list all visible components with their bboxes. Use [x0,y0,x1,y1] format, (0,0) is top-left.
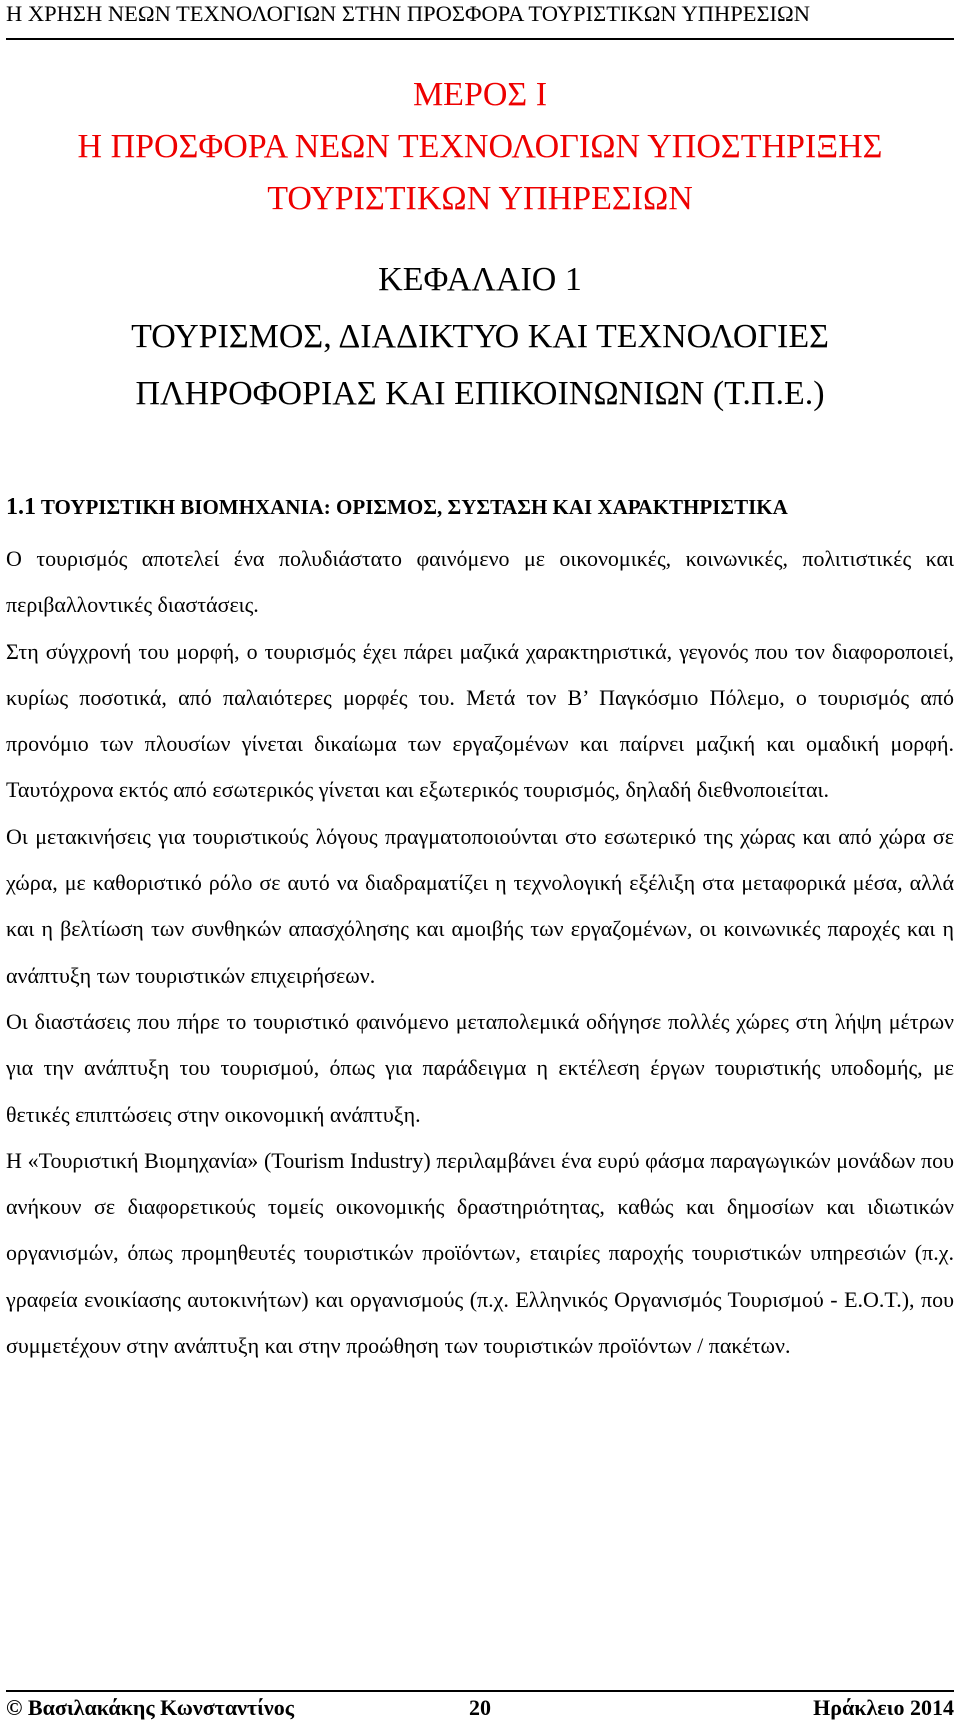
section-number: 1.1 [6,494,36,520]
paragraph: Ο τουρισμός αποτελεί ένα πολυδιάστατο φαινόμενο με οικονομικές, κοινωνικές, πολιτιστικές και περιβαλλοντικές διαστάσεις. [6,546,954,618]
paragraph: Η «Τουριστική Βιομηχανία» (Tourism Industry) περιλαμβάνει ένα ευρύ φάσμα παραγωγικών μονάδων που ανήκουν σε διαφορετικούς τομείς οικονομικής δραστηριότητας, καθώς και δημοσίων και ιδιωτικών οργανισμών, όπως προμηθευτές τουριστικών προϊόντων, εταιρίες παροχής τουριστικών υπηρεσιών (π.χ. γραφεία ενοικίασης αυτοκινήτων) και οργανισμούς (π.χ. Ελληνικός Οργανισμός Τουρισμού - Ε.Ο.Τ.), που συμμετέχουν στην ανάπτυξη και στην προώθηση των τουριστικών προϊόντων / πακέτων. [6,1147,954,1359]
page-footer [6,1690,954,1722]
running-header [6,0,954,40]
paragraph: Οι μετακινήσεις για τουριστικούς λόγους πραγματοποιούνται στο εσωτερικό της χώρας και από χώρα σε χώρα, με καθοριστικό ρόλο σε αυτό να διαδραματίζει η τεχνολογική εξέλιξη στα μεταφορικά μέσα, αλλά και η βελτίωση των συνθηκών απασχόλησης και αμοιβής των εργαζομένων, οι κοινωνικές παροχές και η ανάπτυξη των τουριστικών επιχειρήσεων. [6,823,954,988]
paragraph: Στη σύγχρονή του μορφή, ο τουρισμός έχει πάρει μαζικά χαρακτηριστικά, γεγονός που τον διαφοροποιεί, κυρίως ποσοτικά, από παλαιότερες μορφές του. Μετά τον Β’ Παγκόσμιο Πόλεμο, ο τουρισμός από προνόμιο των πλουσίων γίνεται δικαίωμα των εργαζομένων και παίρνει μαζική και ομαδική μορφή. Ταυτόχρονα εκτός από εσωτερικός γίνεται και εξωτερικός τουρισμός, δηλαδή διεθνοποιείται. [6,638,954,803]
chapter-label: ΚΕΦΑΛΑΙΟ 1 [378,261,582,298]
section-title: ΤΟΥΡΙΣΤΙΚΗ ΒΙΟΜΗΧΑΝΙΑ: ΟΡΙΣΜΟΣ, ΣΥΣΤΑΣΗ ΚΑΙ ΧΑΡΑΚΤΗΡΙΣΤΙΚΑ [40,495,788,519]
paragraph: Οι διαστάσεις που πήρε το τουριστικό φαινόμενο μεταπολεμικά οδήγησε πολλές χώρες στη λήψη μέτρων για την ανάπτυξη του τουρισμού, όπως για παράδειγμα η εκτέλεση έργων τουριστικής υποδομής, με θετικές επιπτώσεις στην οικονομική ανάπτυξη. [6,1008,954,1127]
chapter-title-block [0,251,960,422]
footer-place-year: Ηράκλειο 2014 [813,1695,954,1720]
section-heading [6,494,788,520]
running-title: Η ΧΡΗΣΗ ΝΕΩΝ ΤΕΧΝΟΛΟΓΙΩΝ ΣΤΗΝ ΠΡΟΣΦΟΡΑ ΤΟΥΡΙΣΤΙΚΩΝ ΥΠΗΡΕΣΙΩΝ [6,1,811,26]
page-number: 20 [469,1695,491,1720]
part-label: ΜΕΡΟΣ Ι [412,76,548,113]
part-title-line-2: ΤΟΥΡΙΣΤΙΚΩΝ ΥΠΗΡΕΣΙΩΝ [267,180,693,217]
part-title-block [0,69,960,225]
chapter-title-line-2: ΠΛΗΡΟΦΟΡΙΑΣ ΚΑΙ ΕΠΙΚΟΙΝΩΝΙΩΝ (Τ.Π.Ε.) [135,375,825,412]
chapter-title-line-1: ΤΟΥΡΙΣΜΟΣ, ΔΙΑΔΙΚΤΥΟ ΚΑΙ ΤΕΧΝΟΛΟΓΙΕΣ [131,318,829,355]
part-title-line-1: Η ΠΡΟΣΦΟΡΑ ΝΕΩΝ ΤΕΧΝΟΛΟΓΙΩΝ ΥΠΟΣΤΗΡΙΞΗΣ [77,128,883,165]
body-text [6,536,954,1369]
footer-author: © Βασιλακάκης Κωνσταντίνος [6,1695,294,1720]
